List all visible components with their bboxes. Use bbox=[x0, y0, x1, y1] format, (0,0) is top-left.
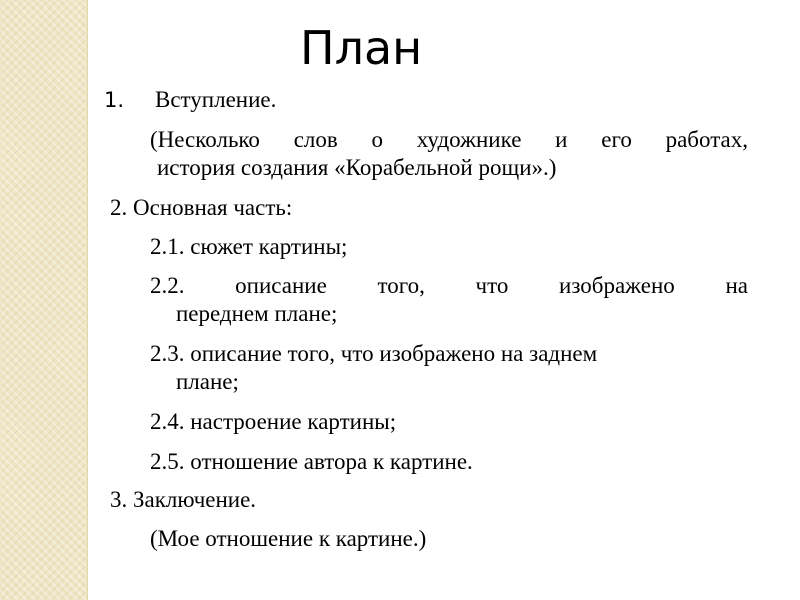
word: работах, bbox=[665, 127, 748, 152]
main-item-2-4: 2.4. настроение картины; bbox=[150, 409, 397, 434]
word: о bbox=[371, 127, 384, 152]
word: изображено bbox=[559, 273, 675, 298]
word: 2.2. bbox=[150, 273, 185, 298]
conclusion-note: (Мое отношение к картине.) bbox=[150, 526, 427, 551]
word: (Несколько bbox=[150, 127, 260, 152]
main-item-2-3-line-1: 2.3. описание того, что изображено на заднем bbox=[150, 341, 598, 366]
word: на bbox=[725, 273, 748, 298]
main-part-label: 2. Основная часть: bbox=[110, 195, 293, 220]
word: слов bbox=[293, 127, 338, 152]
decorative-side-stripe bbox=[0, 0, 88, 600]
main-item-2-2-line-2: переднем плане; bbox=[176, 301, 338, 326]
word: и bbox=[555, 127, 568, 152]
intro-note-line-1 bbox=[150, 126, 748, 154]
main-item-2-1: 2.1. сюжет картины; bbox=[150, 234, 348, 259]
list-number-1: 1. bbox=[104, 88, 125, 112]
word: того, bbox=[377, 273, 425, 298]
intro-note-line-2: история создания «Корабельной рощи».) bbox=[157, 155, 557, 180]
main-item-2-2-line-1 bbox=[150, 272, 748, 300]
conclusion-label: 3. Заключение. bbox=[110, 487, 257, 512]
main-item-2-5: 2.5. отношение автора к картине. bbox=[150, 449, 473, 474]
main-item-2-3-line-2: плане; bbox=[176, 369, 239, 394]
word: описание bbox=[235, 273, 327, 298]
intro-label: Вступление. bbox=[155, 87, 277, 112]
word: что bbox=[475, 273, 509, 298]
slide-title: План bbox=[300, 21, 423, 75]
word: художнике bbox=[416, 127, 522, 152]
word: его bbox=[601, 127, 632, 152]
